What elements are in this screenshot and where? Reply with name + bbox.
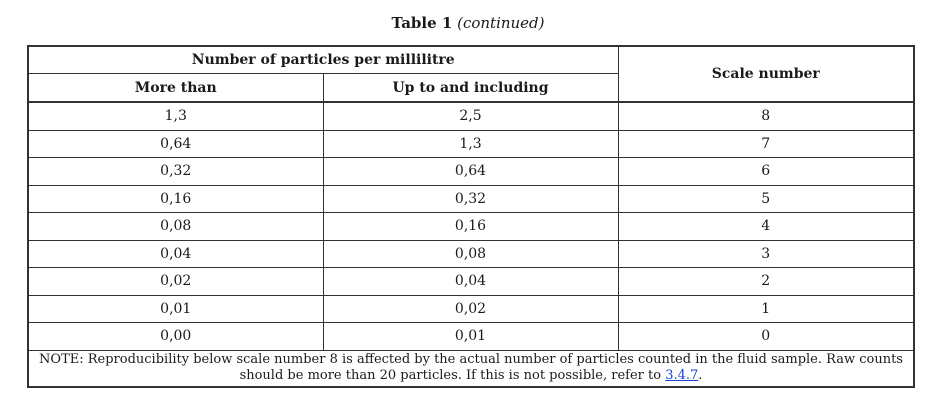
cell-up-to: 0,04 [323, 268, 618, 296]
table-row [28, 323, 914, 351]
column-header-up-to: Up to and including [323, 74, 618, 103]
cell-scale-number: 4 [618, 213, 914, 241]
cell-scale-number: 7 [618, 130, 914, 158]
column-header-more-than: More than [28, 74, 323, 103]
cell-more-than: 0,04 [28, 240, 323, 268]
cell-scale-number: 8 [618, 102, 914, 130]
table-note-end: . [698, 368, 703, 383]
cell-up-to: 2,5 [323, 102, 618, 130]
table-row [28, 158, 914, 186]
column-header-scale-number: Scale number [618, 46, 914, 102]
particle-scale-table [27, 45, 915, 388]
cell-scale-number: 2 [618, 268, 914, 296]
cell-more-than: 0,08 [28, 213, 323, 241]
cell-up-to: 0,02 [323, 295, 618, 323]
group-header-particles: Number of particles per millilitre [28, 46, 618, 74]
cell-scale-number: 3 [618, 240, 914, 268]
table-row [28, 213, 914, 241]
clause-link[interactable]: 3.4.7 [665, 368, 699, 383]
table-row [28, 295, 914, 323]
table-row [28, 268, 914, 296]
table-note [28, 350, 914, 387]
cell-up-to: 0,08 [323, 240, 618, 268]
cell-up-to: 0,16 [323, 213, 618, 241]
cell-scale-number: 0 [618, 323, 914, 351]
cell-more-than: 0,64 [28, 130, 323, 158]
table-row [28, 185, 914, 213]
table-note-text: NOTE: Reproducibility below scale number 8 is affected by the actual number of particles counted in the fluid sample. Raw counts should be more than 20 particles. If this is not possible, refer to [39, 352, 903, 383]
table-caption-label: Table 1 [391, 14, 453, 32]
cell-up-to: 0,64 [323, 158, 618, 186]
cell-scale-number: 6 [618, 158, 914, 186]
table-body [28, 102, 914, 350]
cell-up-to: 0,01 [323, 323, 618, 351]
cell-more-than: 1,3 [28, 102, 323, 130]
table-row [28, 130, 914, 158]
cell-up-to: 0,32 [323, 185, 618, 213]
cell-more-than: 0,02 [28, 268, 323, 296]
table-caption-continued: (continued) [457, 14, 545, 32]
cell-more-than: 0,01 [28, 295, 323, 323]
cell-more-than: 0,00 [28, 323, 323, 351]
cell-scale-number: 5 [618, 185, 914, 213]
table-row [28, 102, 914, 130]
cell-scale-number: 1 [618, 295, 914, 323]
cell-more-than: 0,32 [28, 158, 323, 186]
table-caption [0, 13, 936, 33]
cell-more-than: 0,16 [28, 185, 323, 213]
cell-up-to: 1,3 [323, 130, 618, 158]
table-row [28, 240, 914, 268]
